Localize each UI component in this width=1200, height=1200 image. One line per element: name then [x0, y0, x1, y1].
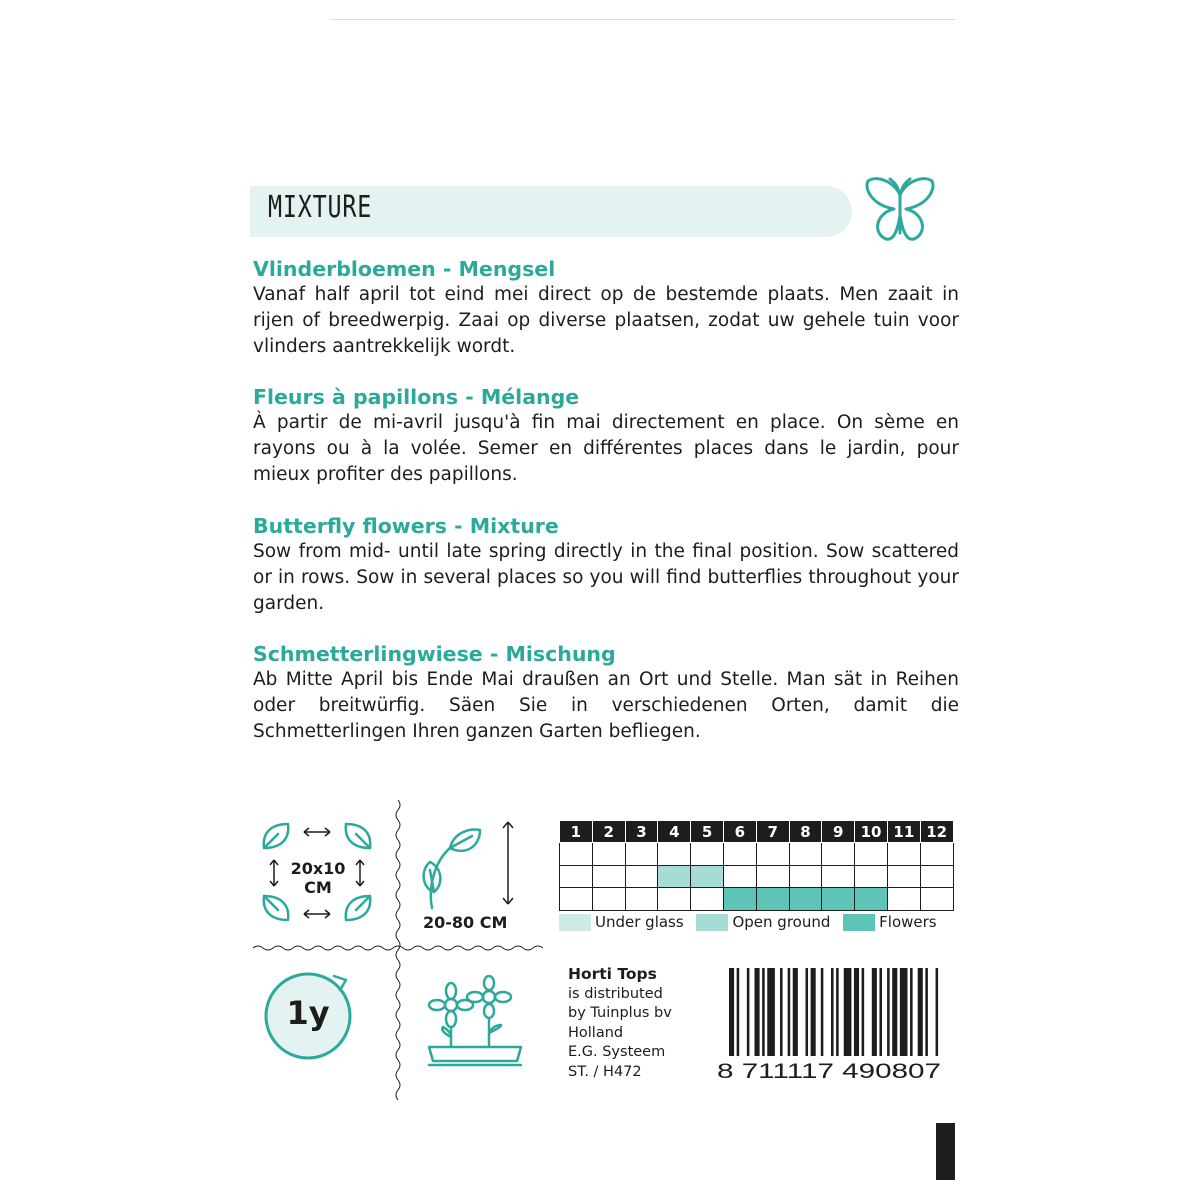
legend-label: Under glass	[595, 912, 684, 931]
barcode-bar	[831, 968, 834, 1056]
calendar-cell	[691, 865, 724, 888]
barcode-bar	[892, 968, 897, 1056]
month-cell: 1	[560, 821, 593, 843]
calendar-cell	[887, 865, 920, 888]
distributor-line: by Tuinplus bv	[568, 1005, 672, 1021]
barcode-bar	[793, 968, 798, 1056]
distributor-line: E.G. Systeem	[568, 1044, 666, 1060]
barcode-bar	[811, 968, 816, 1056]
section-title: Butterfly flowers - Mixture	[253, 514, 559, 538]
top-divider-line	[330, 19, 955, 20]
calendar-cell	[887, 888, 920, 911]
calendar-cell	[560, 888, 593, 911]
calendar-cell	[723, 888, 756, 911]
distributor-brand: Horti Tops	[568, 965, 657, 983]
month-cell: 3	[625, 821, 658, 843]
calendar-cell	[756, 865, 789, 888]
month-cell: 8	[789, 821, 822, 843]
calendar-cell	[822, 888, 855, 911]
calendar-cell	[592, 865, 625, 888]
legend-label: Open ground	[732, 912, 831, 931]
calendar-cell	[658, 888, 691, 911]
calendar-cell	[723, 843, 756, 866]
calendar-cell	[887, 843, 920, 866]
calendar-month-row	[560, 821, 954, 843]
section-german	[253, 641, 959, 744]
barcode-bar	[737, 968, 740, 1056]
lifecycle-label: 1y	[286, 994, 330, 1032]
section-text: Sow from mid- until late spring directly in the final position. Sow scattered or in rows. Sow in several places so you will find butterflies throughout your garden.	[253, 541, 959, 614]
barcode-bar	[755, 968, 760, 1056]
section-title: Fleurs à papillons - Mélange	[253, 385, 580, 409]
barcode-bar	[821, 968, 824, 1056]
section-text: Vanaf half april tot eind mei direct op de bestemde plaats. Men zaait in rijen of breedwerpig. Zaai op diverse plaatsen, zodat uw gehele tuin voor vlinders aantrekkelijk wordt.	[253, 284, 959, 357]
month-cell: 5	[691, 821, 724, 843]
calendar-cell	[855, 888, 888, 911]
calendar-cell	[592, 888, 625, 911]
print-marker	[936, 1123, 955, 1180]
barcode-bar	[836, 968, 839, 1056]
month-cell: 7	[756, 821, 789, 843]
calendar-cell	[789, 843, 822, 866]
distributor-line: is distributed	[568, 985, 663, 1002]
section-dutch	[253, 256, 959, 359]
barcode-bar	[862, 968, 865, 1056]
barcode-bar	[879, 968, 882, 1056]
legend-open-ground	[696, 913, 830, 931]
calendar-cell	[789, 888, 822, 911]
barcode-bar	[925, 968, 928, 1056]
legend-label: Flowers	[879, 912, 937, 931]
month-cell: 4	[658, 821, 691, 843]
calendar-cell	[855, 843, 888, 866]
barcode-bar	[910, 968, 913, 1056]
barcode-bar	[767, 968, 775, 1056]
month-cell: 10	[855, 821, 888, 843]
calendar-cell	[658, 865, 691, 888]
calendar-cell	[920, 865, 953, 888]
barcode-bar	[844, 968, 852, 1056]
calendar-cell	[920, 888, 953, 911]
sowing-calendar	[559, 820, 954, 911]
calendar-cell	[756, 888, 789, 911]
calendar-cell	[920, 843, 953, 866]
legend-swatch	[843, 914, 875, 931]
height-label: 20-80 CM	[423, 913, 508, 932]
legend-under-glass	[559, 913, 684, 931]
seedling-tray-icon	[425, 975, 525, 1075]
distributor-info	[568, 965, 672, 1082]
calendar-cell	[822, 843, 855, 866]
section-english	[253, 513, 959, 616]
barcode	[715, 966, 945, 1081]
barcode-bar	[936, 968, 939, 1056]
barcode-bar	[918, 968, 923, 1056]
calendar-row-flowers	[560, 888, 954, 911]
calendar-cell	[756, 843, 789, 866]
section-title: Schmetterlingwiese - Mischung	[253, 642, 616, 666]
calendar-row-open-ground	[560, 865, 954, 888]
barcode-digits: 8 711117 490807	[717, 1060, 941, 1081]
calendar-cell	[723, 865, 756, 888]
calendar-cell	[789, 865, 822, 888]
calendar-cell	[625, 888, 658, 911]
calendar-cell	[560, 865, 593, 888]
calendar-cell	[822, 865, 855, 888]
section-text: Ab Mitte April bis Ende Mai draußen an Ort und Stelle. Man sät in Reihen oder breitwürfig. Säen Sie in verschiedenen Orten, damit die Schmetterlingen Ihren ganzen Garten befliegen.	[253, 669, 959, 742]
spacing-label	[288, 859, 348, 897]
calendar-cell	[855, 865, 888, 888]
month-cell: 6	[723, 821, 756, 843]
barcode-bar	[780, 968, 783, 1056]
barcode-bar	[729, 968, 734, 1056]
month-cell: 11	[887, 821, 920, 843]
spacing-unit: CM	[304, 878, 332, 897]
calendar-cell	[625, 865, 658, 888]
legend-swatch	[696, 914, 728, 931]
calendar-cell	[625, 843, 658, 866]
calendar-cell	[592, 843, 625, 866]
calendar-legend	[559, 912, 945, 931]
month-cell: 12	[920, 821, 953, 843]
section-text: À partir de mi-avril jusqu'à fin mai directement en place. On sème en rayons ou à la volée. Semer en différentes places dans le jardin, pour mieux profiter des papillons.	[253, 412, 959, 485]
calendar-row-under-glass	[560, 843, 954, 866]
banner-label: MIXTURE	[268, 190, 373, 225]
barcode-bar	[872, 968, 877, 1056]
calendar-cell	[691, 843, 724, 866]
barcode-bar	[887, 968, 890, 1056]
barcode-bar	[788, 968, 791, 1056]
barcode-bars	[729, 968, 938, 1056]
calendar-cell	[560, 843, 593, 866]
spacing-value: 20x10	[290, 859, 346, 878]
month-cell: 2	[592, 821, 625, 843]
horizontal-wavy-divider	[253, 943, 543, 953]
month-cell: 9	[822, 821, 855, 843]
plant-height-icon	[420, 818, 520, 910]
barcode-bar	[762, 968, 765, 1056]
legend-flowers	[843, 913, 936, 931]
distributor-line: Holland	[568, 1024, 624, 1041]
barcode-bar	[747, 968, 750, 1056]
barcode-bar	[806, 968, 809, 1056]
barcode-bar	[900, 968, 908, 1056]
calendar-cell	[691, 888, 724, 911]
legend-swatch	[559, 914, 591, 931]
calendar-cell	[658, 843, 691, 866]
butterfly-icon	[864, 175, 936, 245]
section-french	[253, 384, 959, 487]
section-title: Vlinderbloemen - Mengsel	[253, 257, 556, 281]
barcode-bar	[854, 968, 859, 1056]
distributor-line: ST. / H472	[568, 1063, 642, 1080]
